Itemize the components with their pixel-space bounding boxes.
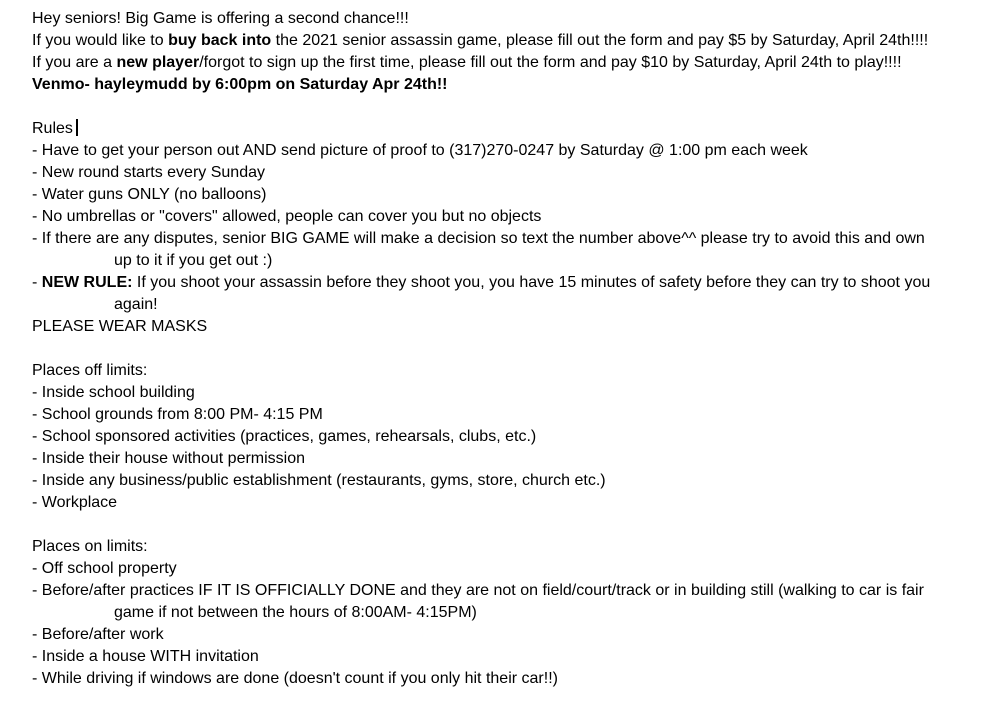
masks-line <box>32 316 1007 338</box>
on-limits-item <box>32 668 1007 690</box>
venmo-line <box>32 74 1007 96</box>
on-limits-item <box>32 646 1007 668</box>
venmo-text: Venmo- hayleymudd by 6:00pm on Saturday Apr 24th!! <box>32 76 448 93</box>
off-limits-text: - Inside any business/public establishment (restaurants, gyms, store, church etc.) <box>32 472 606 489</box>
intro-text: If you would like to <box>32 32 169 49</box>
rules-heading[interactable] <box>32 118 1007 140</box>
text-cursor <box>76 119 78 136</box>
rule-item <box>32 162 1007 184</box>
off-limits-item <box>32 426 1007 448</box>
on-limits-heading-text: Places on limits: <box>32 538 148 555</box>
off-limits-item <box>32 448 1007 470</box>
intro-text: the 2021 senior assassin game, please fill out the form and pay $5 by Saturday, April 24th!!!! <box>271 32 929 49</box>
intro-bold-text: new player <box>116 54 200 71</box>
on-limits-item-cont <box>32 602 1007 624</box>
masks-text: PLEASE WEAR MASKS <box>32 318 208 335</box>
rule-item <box>32 184 1007 206</box>
off-limits-item <box>32 404 1007 426</box>
on-limits-item <box>32 580 1007 602</box>
on-limits-heading <box>32 536 1007 558</box>
rule-text: up to it if you get out :) <box>114 252 273 269</box>
rule-text: again! <box>114 296 158 313</box>
off-limits-item <box>32 492 1007 514</box>
intro-text: Hey seniors! Big Game is offering a second chance!!! <box>32 10 409 27</box>
off-limits-text: - Inside their house without permission <box>32 450 306 467</box>
off-limits-heading-text: Places off limits: <box>32 362 148 379</box>
new-rule-label: NEW RULE: <box>41 274 133 291</box>
rule-text: - If there are any disputes, senior BIG GAME will make a decision so text the number above^^ please try to avoid this and own <box>32 230 925 247</box>
off-limits-item <box>32 470 1007 492</box>
intro-bold-text: buy back into <box>168 32 272 49</box>
rule-item-new-rule <box>32 272 1007 294</box>
on-limits-text: - While driving if windows are done (doesn't count if you only hit their car!!) <box>32 670 558 687</box>
off-limits-item <box>32 382 1007 404</box>
spacer <box>32 514 1007 536</box>
off-limits-heading <box>32 360 1007 382</box>
off-limits-text: - Inside school building <box>32 384 195 401</box>
on-limits-item <box>32 558 1007 580</box>
rule-item <box>32 140 1007 162</box>
intro-text: If you are a <box>32 54 117 71</box>
rule-item-disputes <box>32 228 1007 250</box>
rules-heading-text: Rules <box>32 120 73 137</box>
rule-text: - Water guns ONLY (no balloons) <box>32 186 267 203</box>
on-limits-text: - Before/after practices IF IT IS OFFICIALLY DONE and they are not on field/court/track or in building still (walking to car is fair <box>32 582 924 599</box>
intro-text: /forgot to sign up the first time, please fill out the form and pay $10 by Saturday, April 24th to play!!!! <box>199 54 902 71</box>
intro-line-1 <box>32 8 1007 30</box>
rule-item-disputes-cont <box>32 250 1007 272</box>
off-limits-text: - Workplace <box>32 494 118 511</box>
on-limits-text: - Inside a house WITH invitation <box>32 648 259 665</box>
off-limits-text: - School grounds from 8:00 PM- 4:15 PM <box>32 406 323 423</box>
rule-text: - Have to get your person out AND send picture of proof to (317)270-0247 by Saturday @ 1:00 pm each week <box>32 142 808 159</box>
rule-text: - No umbrellas or "covers" allowed, people can cover you but no objects <box>32 208 542 225</box>
spacer <box>32 96 1007 118</box>
on-limits-text: - Off school property <box>32 560 177 577</box>
intro-line-2 <box>32 30 1007 52</box>
on-limits-text: - Before/after work <box>32 626 164 643</box>
rule-dash: - <box>32 274 42 291</box>
spacer <box>32 338 1007 360</box>
on-limits-item <box>32 624 1007 646</box>
rule-text: - New round starts every Sunday <box>32 164 265 181</box>
intro-line-3 <box>32 52 1007 74</box>
on-limits-text: game if not between the hours of 8:00AM- 4:15PM) <box>114 604 477 621</box>
rule-text: If you shoot your assassin before they shoot you, you have 15 minutes of safety before they can try to shoot you <box>132 274 931 291</box>
rule-item-new-rule-cont <box>32 294 1007 316</box>
rule-item <box>32 206 1007 228</box>
off-limits-text: - School sponsored activities (practices, games, rehearsals, clubs, etc.) <box>32 428 537 445</box>
